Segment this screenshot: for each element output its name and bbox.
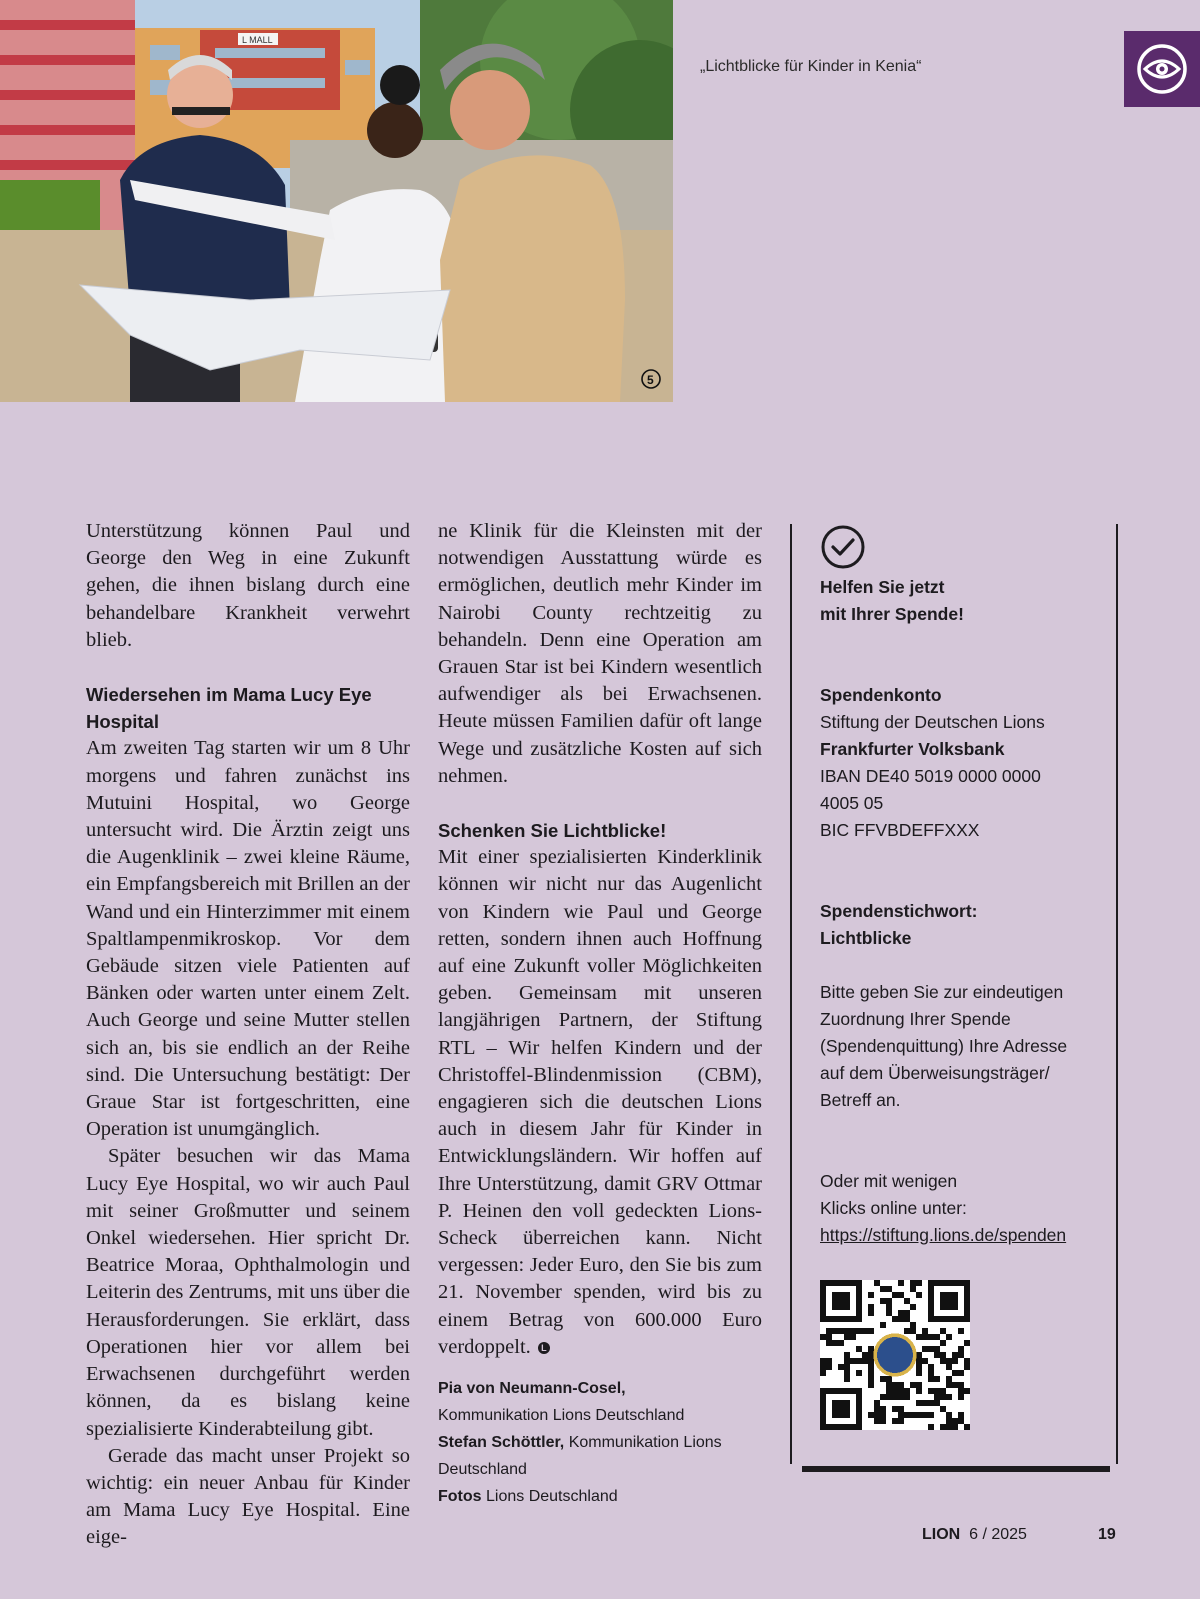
article-column-1	[86, 518, 410, 1552]
credit-label: Fotos	[438, 1488, 482, 1506]
iban: 4005 05	[820, 793, 884, 813]
donation-title: Helfen Sie jetzt	[820, 577, 945, 597]
page-caption: „Lichtblicke für Kinder in Kenia“	[700, 58, 922, 75]
photo-illustration	[0, 0, 673, 402]
author-credits	[438, 1375, 762, 1510]
donation-link[interactable]: https://stiftung.lions.de/spenden	[820, 1225, 1067, 1245]
donation-title: mit Ihrer Spende!	[820, 604, 964, 624]
keyword-label: Spendenstichwort:	[820, 901, 978, 921]
account-label: Spendenkonto	[820, 685, 942, 705]
paragraph: Später besuchen wir das Mama Lucy Eye Hospital, wo wir auch Paul mit seiner Großmutter und seinem Onkel wiedersehen. Hier spricht Dr. Beatrice Moraa, Ophthalmologin und Leiterin des Zentrums, mit uns über die Herausforderungen. Sie erklärt, dass Operationen hier vor allem bei Erwachsenen durchgeführt werden können, da es bislang keine spezialisierte Kinderabteilung gibt.	[86, 1145, 410, 1440]
credit-value: Lions Deutschland	[486, 1488, 618, 1506]
footer-magazine	[922, 1526, 1027, 1544]
paragraph: Am zweiten Tag starten wir um 8 Uhr morgens und fahren zunächst ins Mutuini Hospital, wo George untersucht wird. Die Ärztin zeigt uns die Augenklinik – zwei kleine Räume, ein Empfangsbereich mit Brillen an der Wand und ein Hinterzimmer mit einem Spaltlampenmikroskop. Vor dem Gebäude sitzen viele Patienten auf Bänken oder warten unter einem Zelt. Auch George und seine Mutter stellen sich an, bis sie endlich an der Reihe sind. Die Untersuchung bestätigt: Der Graue Star ist fortgeschritten, eine Operation ist unumgänglich.	[86, 737, 410, 1141]
iban: IBAN DE40 5019 0000 0000	[820, 766, 1041, 786]
section-badge	[1124, 31, 1200, 107]
credit-line: Kommunikation Lions Deutschland	[438, 1407, 685, 1425]
building-sign: L MALL	[242, 35, 273, 45]
bank-name: Frankfurter Volksbank	[820, 739, 1005, 759]
credit-name: Pia von Neumann-Cosel,	[438, 1380, 626, 1398]
qr-code-graphic	[820, 1280, 970, 1430]
credit-line	[438, 1483, 762, 1510]
online-text: Klicks online unter:	[820, 1198, 967, 1218]
donation-note: Bitte geben Sie zur eindeutigen Zuordnung Ihrer Spende (Spendenquittung) Ihre Adresse auf dem Überweisungsträger/ Betreff an.	[820, 982, 1068, 1110]
donation-box	[790, 524, 1118, 1464]
bic: BIC FFVBDEFFXXX	[820, 820, 980, 840]
qr-code-icon[interactable]	[820, 1280, 970, 1430]
credit-line	[438, 1375, 762, 1402]
paragraph-text: Mit einer spezialisierten Kinderklinik können wir nicht nur das Augenlicht von Kindern wie Paul und George retten, sondern ihnen auch Hoffnung auf eine Zukunft voller Möglichkeiten geben. Gemeinsam mit unseren langjährigen Partnern, der Stiftung RTL – Wir helfen Kindern und der Christoffel-Blindenmission (CBM), engagieren sich die deutschen Lions auch in diesem Jahr für Kinder in Entwicklungsländern. Wir hoffen auf Ihre Unterstützung, damit GRV Ottmar P. Heinen den voll gedeckten Lions-Scheck überreichen kann. Nicht vergessen: Jeder Euro, den Sie bis zum 21. November spenden, wird bis zu einem Betrag von 600.000 Euro verdoppelt.	[438, 846, 762, 1358]
photo-number-badge: 5	[647, 373, 654, 387]
account-holder: Stiftung der Deutschen Lions	[820, 712, 1045, 732]
box-bottom-rule	[802, 1466, 1110, 1472]
lion-endmark-icon: L	[538, 1342, 550, 1354]
paragraph: ne Klinik für die Kleinsten mit der notwendigen Ausstattung würde es ermöglichen, deutlich mehr Kinder im Nairobi County rechtzeitig zu behandeln. Denn eine Operation am Grauen Star ist bei Kindern wesentlich aufwendiger als bei Erwachsenen. Heute müssen Familien dafür oft lange Wege und zusätzliche Kosten auf sich nehmen.	[438, 520, 762, 787]
keyword: Lichtblicke	[820, 928, 912, 948]
paragraph: Unterstützung können Paul und George den Weg in eine Zukunft gehen, die ihnen bislang durch eine behandelbare Krankheit verwehrt blieb.	[86, 520, 410, 651]
issue-number: 6 / 2025	[969, 1526, 1027, 1543]
subheading-wiedersehen: Wiedersehen im Mama Lucy Eye Hospital	[86, 684, 372, 733]
paragraph: Gerade das macht unser Projekt so wichtig: ein neuer Anbau für Kinder am Mama Lucy Eye Hospital. Eine eige-	[86, 1444, 410, 1549]
hero-photo	[0, 0, 673, 402]
page-number: 19	[1098, 1526, 1116, 1543]
eye-icon	[1136, 43, 1188, 95]
magazine-name: LION	[922, 1526, 961, 1543]
check-circle-icon	[820, 524, 866, 570]
credit-role: Kommunikation Lions Deutschland	[438, 1434, 722, 1479]
subheading-lichtblicke: Schenken Sie Lichtblicke!	[438, 820, 667, 842]
paragraph	[438, 844, 762, 1361]
credit-name: Stefan Schöttler,	[438, 1434, 565, 1452]
article-column-2	[438, 518, 762, 1510]
online-text: Oder mit wenigen	[820, 1171, 958, 1191]
credit-line	[438, 1429, 762, 1483]
